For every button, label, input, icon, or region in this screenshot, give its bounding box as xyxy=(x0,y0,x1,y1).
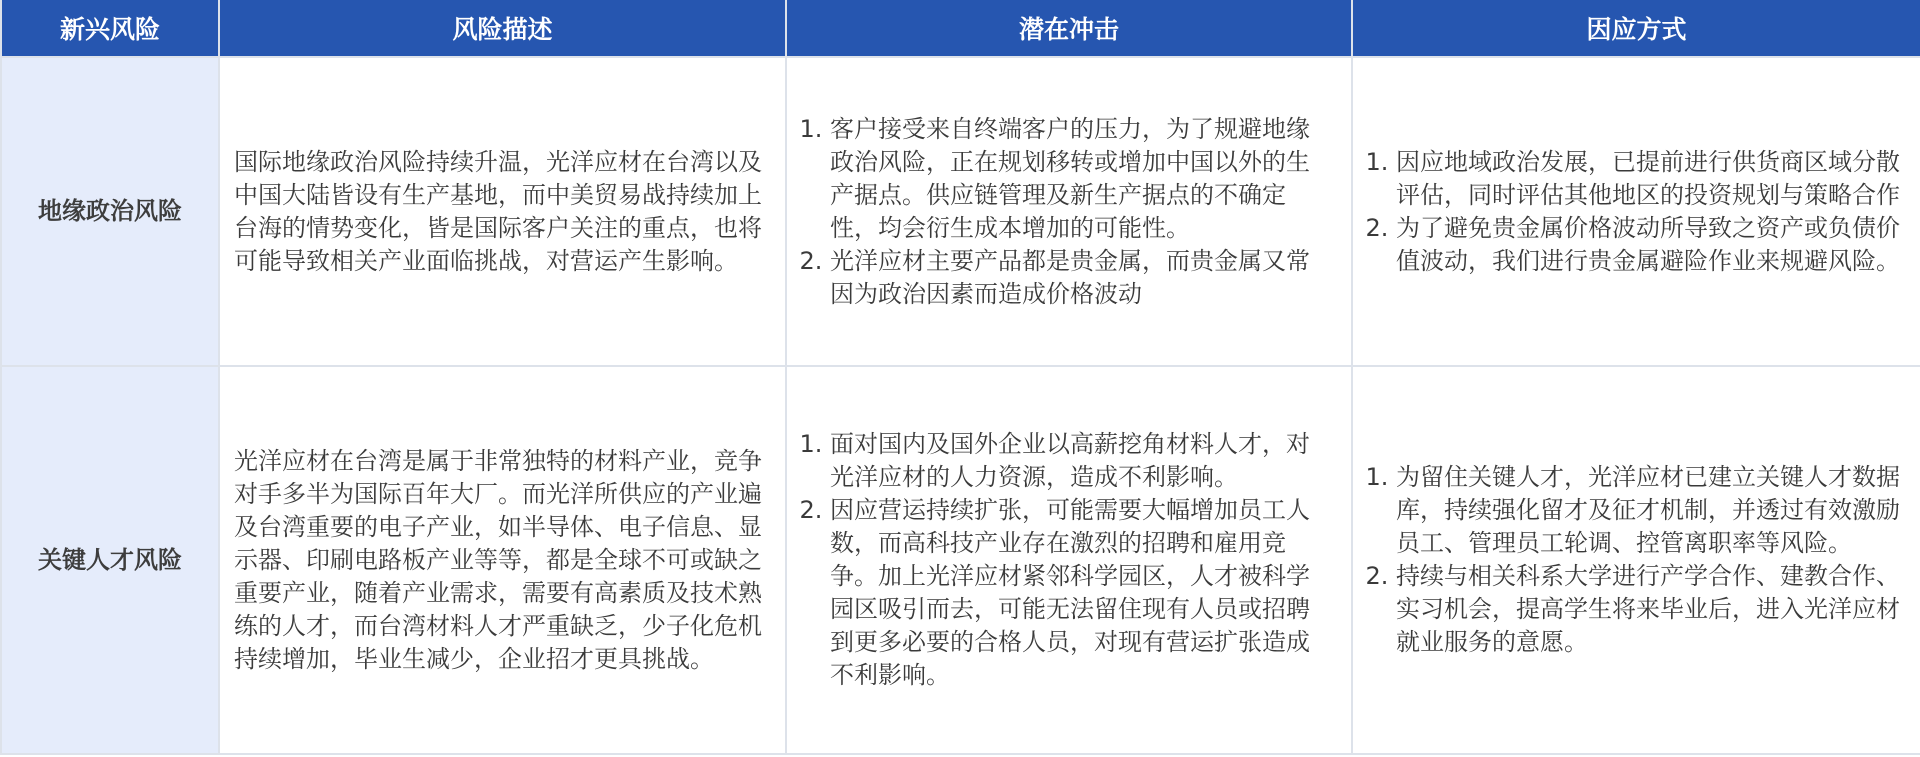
list-item: 2. 光洋应材主要产品都是贵金属，而贵金属又常因为政治因素而造成价格波动 xyxy=(830,245,1333,311)
risk-name-cell: 地缘政治风险 xyxy=(1,57,219,366)
list-item: 2. 为了避免贵金属价格波动所导致之资产或负债价值波动，我们进行贵金属避险作业来规避风险。 xyxy=(1396,212,1902,278)
list-item: 2. 持续与相关科系大学进行产学合作、建教合作、实习机会，提高学生将来毕业后，进入光洋应材就业服务的意愿。 xyxy=(1396,560,1902,659)
impact-list xyxy=(787,113,1333,311)
response-list xyxy=(1353,146,1902,278)
table-row xyxy=(1,57,1920,366)
potential-impact-cell xyxy=(786,57,1352,366)
response-cell xyxy=(1352,57,1920,366)
list-item: 1. 面对国内及国外企业以高薪挖角材料人才，对光洋应材的人力资源，造成不利影响。 xyxy=(830,428,1333,494)
list-item: 1. 为留住关键人才，光洋应材已建立关键人才数据库，持续强化留才及征才机制，并透过有效激励员工、管理员工轮调、控管离职率等风险。 xyxy=(1396,461,1902,560)
risk-name-cell: 关键人才风险 xyxy=(1,366,219,754)
table-row xyxy=(1,366,1920,754)
potential-impact-cell xyxy=(786,366,1352,754)
list-item: 2. 因应营运持续扩张，可能需要大幅增加员工人数，而高科技产业存在激烈的招聘和雇用竞争。加上光洋应材紧邻科学园区，人才被科学园区吸引而去，可能无法留住现有人员或招聘到更多必要的合格人员，对现有营运扩张造成不利影响。 xyxy=(830,494,1333,692)
risk-description-cell xyxy=(219,57,786,366)
header-emerging-risk: 新兴风险 xyxy=(1,0,219,57)
header-response: 因应方式 xyxy=(1352,0,1920,57)
response-list xyxy=(1353,461,1902,659)
header-potential-impact: 潜在冲击 xyxy=(786,0,1352,57)
header-risk-description: 风险描述 xyxy=(219,0,786,57)
list-item: 1. 客户接受来自终端客户的压力，为了规避地缘政治风险，正在规划移转或增加中国以外的生产据点。供应链管理及新生产据点的不确定性，均会衍生成本增加的可能性。 xyxy=(830,113,1333,245)
impact-list xyxy=(787,428,1333,692)
list-item: 1. 因应地域政治发展，已提前进行供货商区域分散评估，同时评估其他地区的投资规划与策略合作 xyxy=(1396,146,1902,212)
risk-description-cell xyxy=(219,366,786,754)
risk-description-text: 光洋应材在台湾是属于非常独特的材料产业，竞争对手多半为国际百年大厂。而光洋所供应的产业遍及台湾重要的电子产业，如半导体、电子信息、显示器、印刷电路板产业等等，都是全球不可或缺之重要产业，随着产业需求，需要有高素质及技术熟练的人才，而台湾材料人才严重缺乏，少子化危机持续增加，毕业生减少，企业招才更具挑战。 xyxy=(234,446,762,673)
table-header-row xyxy=(1,0,1920,57)
response-cell xyxy=(1352,366,1920,754)
risk-description-text: 国际地缘政治风险持续升温，光洋应材在台湾以及中国大陆皆设有生产基地，而中美贸易战持续加上台海的情势变化，皆是国际客户关注的重点，也将可能导致相关产业面临挑战，对营运产生影响。 xyxy=(234,147,762,275)
